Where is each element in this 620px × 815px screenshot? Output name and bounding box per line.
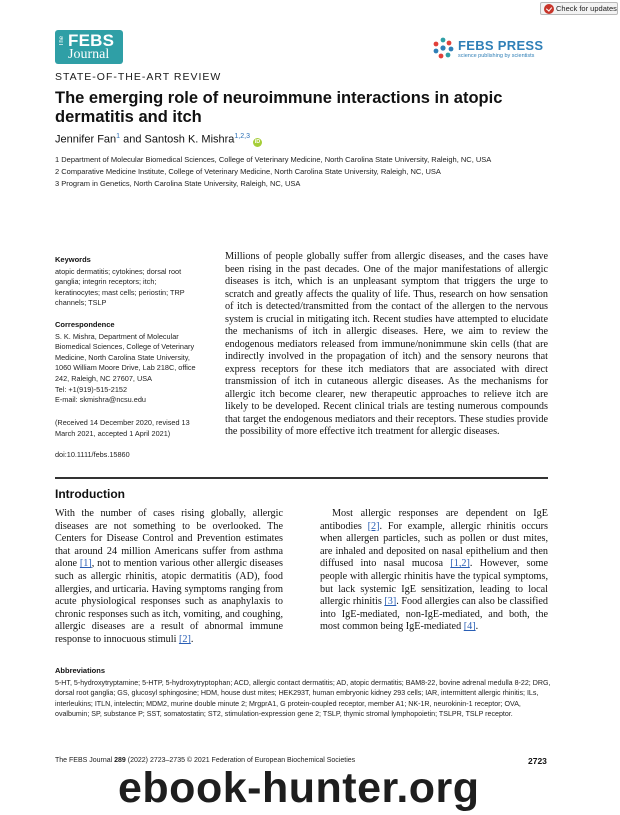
logo-febs: FEBS xyxy=(68,31,115,50)
correspondence-email[interactable]: E-mail: skmishra@ncsu.edu xyxy=(55,395,146,405)
introduction-right-column xyxy=(320,508,548,634)
affiliations xyxy=(55,154,575,190)
keywords-block xyxy=(55,255,215,309)
correspondence-heading: Correspondence xyxy=(55,320,115,329)
logo-journal: Journal xyxy=(68,47,110,62)
keywords-line: ganglia; integrin receptors; itch; xyxy=(55,277,157,287)
affiliation: 3 Program in Genetics, North Carolina State University, Raleigh, NC, USA xyxy=(55,179,301,188)
affiliation: 1 Department of Molecular Biomedical Sciences, College of Veterinary Medicine, North Carolina State University, Raleigh, NC, USA xyxy=(55,155,492,164)
doi[interactable]: doi:10.1111/febs.15860 xyxy=(55,450,130,459)
footer-rest: (2022) 2723–2735 © 2021 Federation of European Biochemical Societies xyxy=(125,757,356,764)
received-line: March 2021, accepted 1 April 2021) xyxy=(55,428,171,438)
citation-link[interactable]: [1] xyxy=(79,558,92,570)
abbreviations-heading: Abbreviations xyxy=(55,666,106,675)
title-line-2: dermatitis and itch xyxy=(55,108,202,126)
watermark: ebook-hunter.org xyxy=(118,764,480,812)
article-type: STATE-OF-THE-ART REVIEW xyxy=(55,71,222,83)
citation-link[interactable]: [1,2] xyxy=(450,558,470,570)
introduction-heading: Introduction xyxy=(55,487,125,501)
correspondence-line: 1060 William Moore Drive, Lab 218C, office xyxy=(55,363,196,373)
footer-citation xyxy=(55,757,355,764)
author-connector: and xyxy=(120,133,145,146)
page-number: 2723 xyxy=(528,756,547,766)
abstract: Millions of people globally suffer from allergic diseases, and the cases have been rising in the past decades. One of the major manifestations of allergic diseases is itch, which is an unpleasant symptom that triggers the urge to scratch and greatly affects the quality of life. Thus, research on how sensation of itch is detected/transmitted from the contact of the allergen to the nervous system is crucial in mitigating itch. Recent studies have attempted to elucidate the mechanisms of itch in allergic diseases. Here, we aim to review the endogenous mediators released from immune/nonimmune skin cells (that are indirectly involved in the propagation of itch) and the sensory neurons that express receptors for these itch mediators that are associated with direct transmission of itch in cutaneous allergic diseases. As the mechanisms for allergic itch become clearer, new therapeutic approaches to relieve itch are likely to be developed. Recent clinical trials are testing numerous compounds that target the endogenous mediators and their receptors. These studies provide the possibility of more effective itch treatment for allergic diseases. xyxy=(225,251,548,437)
author-affil-sup: 1,2,3 xyxy=(234,133,250,140)
author-affil-sup: 1 xyxy=(116,133,121,140)
febs-press-dots-icon xyxy=(432,37,454,59)
check-for-updates-button[interactable] xyxy=(540,2,618,15)
keywords-line: keratinocytes; mast cells; periostin; TRP xyxy=(55,287,185,297)
body-text: . xyxy=(190,633,194,645)
author-list xyxy=(55,133,262,147)
correspondence-line: Tel: +1(919)-515-2152 xyxy=(55,384,128,394)
body-text: . However, some people with allergic rhinitis have the typical symptoms, but lack systemic IgE sensitization, leading to local allergic rhinitis xyxy=(320,558,548,608)
keywords-line: atopic dermatitis; cytokines; dorsal root xyxy=(55,266,182,276)
abbreviations-text: 5-HT, 5-hydroxytryptamine; 5-HTP, 5-hydroxytryptophan; ACD, allergic contact dermatitis; AD, atopic dermatitis; BAM8-22, bovine adrenal medulla 8-22; DRG, dorsal root ganglia; GS, glucosyl sphingosine; HDM, house dust mites; HEK293T, human embryonic kidney 293 cells; IAR, intermittent allergic rhinitis; ILs, interleukins; ITLN, intelectin; MDM2, murine double minute 2; MrgprA1, G protein-coupled receptor, member A1; NK-1R, neurokinin-1 receptor; OVA, ovalbumin; SP, substance P; SST, somatostatin; ST2, stimulation-expression gene 2; TSLP, thymic stromal lymphopoietin; TSLPR, TSLP receptor. xyxy=(55,679,551,718)
author-name: Jennifer Fan xyxy=(55,133,117,146)
keywords-line: channels; TSLP xyxy=(55,298,107,308)
correspondence-line: Biomedical Sciences, College of Veterinary xyxy=(55,342,195,352)
correspondence-line: Medicine, North Carolina State University, xyxy=(55,352,190,362)
introduction-left-column xyxy=(55,508,283,647)
citation-link[interactable]: [2] xyxy=(367,520,380,532)
citation-link[interactable]: [3] xyxy=(384,596,397,608)
body-text: . Food allergies can also be classified into IgE-mediated, non-IgE-mediated, and both, the most common being IgE-mediated xyxy=(320,596,549,633)
abbreviations-block xyxy=(55,666,555,719)
orcid-icon[interactable]: iD xyxy=(254,138,261,145)
received-dates xyxy=(55,418,215,439)
body-text: Most allergic responses are dependent on IgE antibodies xyxy=(320,508,548,532)
febs-press-tagline: science publishing by scientists xyxy=(458,53,535,59)
febs-press-name: FEBS PRESS xyxy=(458,38,544,53)
affiliation: 2 Comparative Medicine Institute, College of Veterinary Medicine, North Carolina State University, Raleigh, NC, USA xyxy=(55,167,441,176)
keywords-heading: Keywords xyxy=(55,255,91,264)
check-icon xyxy=(544,4,554,14)
received-line: (Received 14 December 2020, revised 13 xyxy=(55,418,190,427)
body-text: . xyxy=(475,621,479,633)
body-text: With the number of cases rising globally, allergic diseases are not something to be overlooked. The Centers for Disease Control and Prevention estimates that around 24 million Americans suffer from asthma alone xyxy=(55,508,283,570)
article-title xyxy=(55,89,575,127)
body-text: . For example, allergic rhinitis occurs when allergen particles, such as pollen or dust mites, are inhaled and deposited on nasal epithelium and then diffused into nasal mucosa xyxy=(320,520,548,570)
body-text: , not to mention various other allergic diseases such as allergic rhinitis, atopic dermatitis (AD), food allergies, and urticaria. Having symptoms ranging from acute physiological responses such as anaphylaxis to chronic responses such as itch, vomiting, and coughing, allergic diseases are a result of abnormal immune response to innocuous stimuli xyxy=(55,558,283,645)
correspondence-line: 242, Raleigh, NC 27607, USA xyxy=(55,373,152,383)
correspondence-line: S. K. Mishra, Department of Molecular xyxy=(55,331,179,341)
footer-volume: 289 xyxy=(114,757,126,764)
author-name: Santosh K. Mishra xyxy=(144,133,235,146)
footer-journal: The FEBS Journal xyxy=(55,757,115,764)
febs-journal-logo xyxy=(55,30,123,64)
citation-link[interactable]: [4] xyxy=(463,621,476,633)
section-divider xyxy=(55,477,548,479)
citation-link[interactable]: [2] xyxy=(178,633,191,645)
logo-the: The xyxy=(59,36,65,47)
correspondence-block xyxy=(55,320,215,406)
check-for-updates-label: Check for updates xyxy=(556,4,617,13)
title-line-1: The emerging role of neuroimmune interactions in atopic xyxy=(55,89,503,107)
